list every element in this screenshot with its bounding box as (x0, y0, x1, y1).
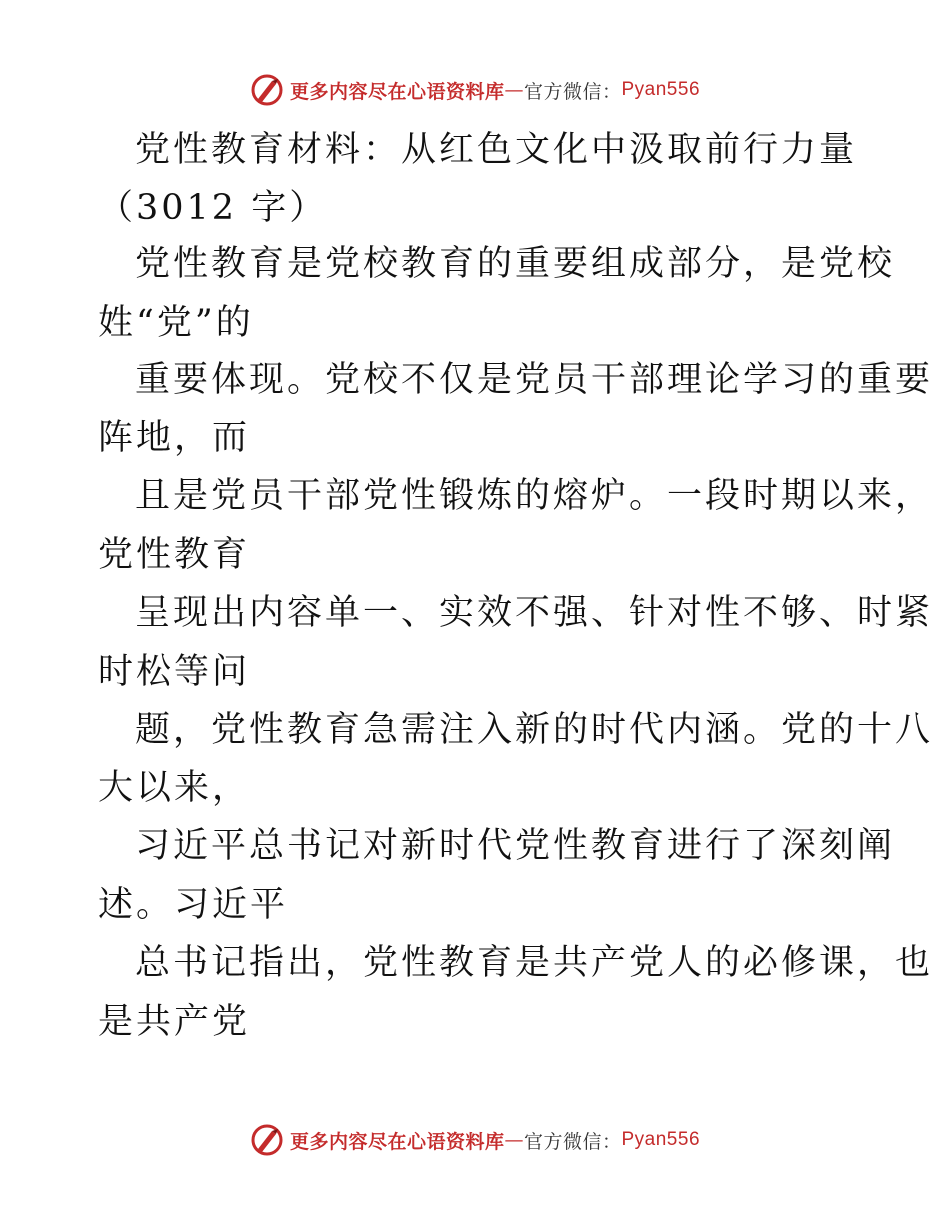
watermark-wechat-id: Pyan556 (621, 79, 701, 100)
text-line: 姓“党”的 (98, 303, 254, 343)
watermark-wechat-id: Pyan556 (621, 1129, 701, 1150)
text-line: 时松等问 (98, 652, 251, 692)
watermark-separator: — (504, 1129, 524, 1151)
text-line: 党性教育 (98, 535, 251, 575)
watermark-label: 官方微信： (523, 80, 622, 103)
pen-circle-logo-icon (250, 1123, 284, 1157)
word-count: （3012 字） (98, 188, 328, 228)
watermark-brand: 更多内容尽在心语资料库 (289, 80, 505, 103)
text-line: 总书记指出，党性教育是共产党人的必修课，也 (135, 943, 934, 983)
watermark-label: 官方微信： (523, 1130, 622, 1153)
watermark-separator: — (504, 79, 524, 101)
text-line: 述。习近平 (98, 885, 289, 925)
watermark-brand: 更多内容尽在心语资料库 (289, 1130, 505, 1153)
text-line: 大以来， (98, 768, 251, 808)
text-line: 是共产党 (98, 1002, 251, 1042)
header-watermark (0, 70, 950, 110)
text-line: 呈现出内容单一、实效不强、针对性不够、时紧 (135, 593, 934, 633)
text-line: 题，党性教育急需注入新的时代内涵。党的十八 (135, 710, 934, 750)
text-line: 习近平总书记对新时代党性教育进行了深刻阐 (135, 826, 896, 866)
text-line: 且是党员干部党性锻炼的熔炉。一段时期以来， (135, 476, 934, 516)
document-title: 党性教育材料：从红色文化中汲取前行力量 (135, 130, 858, 170)
pen-circle-logo-icon (250, 73, 284, 107)
footer-watermark (0, 1120, 950, 1160)
text-line: 重要体现。党校不仅是党员干部理论学习的重要 (135, 360, 934, 400)
text-line: 党性教育是党校教育的重要组成部分，是党校 (135, 244, 896, 284)
text-line: 阵地，而 (98, 418, 251, 458)
